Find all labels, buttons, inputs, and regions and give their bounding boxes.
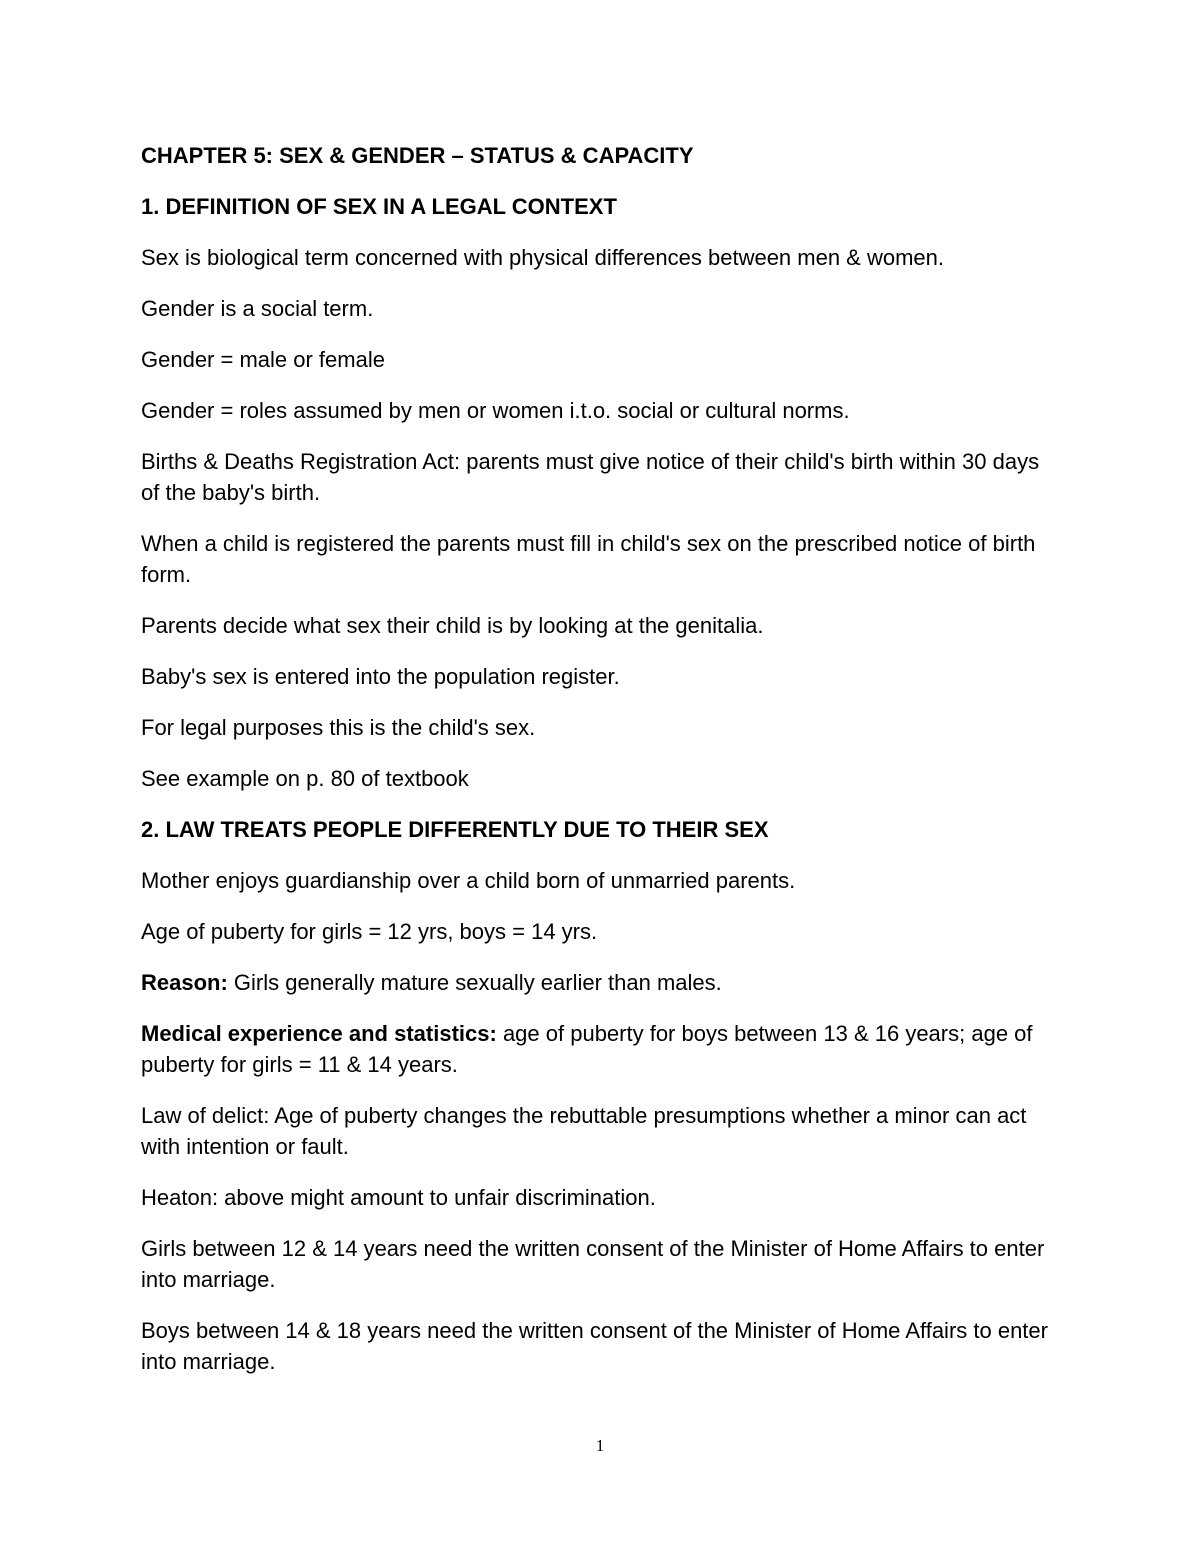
medical-label: Medical experience and statistics: — [141, 1021, 497, 1046]
section-heading-2: 2. LAW TREATS PEOPLE DIFFERENTLY DUE TO THEIR SEX — [141, 817, 769, 842]
page-content — [141, 140, 1061, 1397]
reason-paragraph — [141, 967, 1061, 998]
paragraph: Boys between 14 & 18 years need the written consent of the Minister of Home Affairs to enter into marriage. — [141, 1318, 1048, 1374]
paragraph: Heaton: above might amount to unfair discrimination. — [141, 1185, 656, 1210]
paragraph: Baby's sex is entered into the population register. — [141, 664, 620, 689]
paragraph: Age of puberty for girls = 12 yrs, boys = 14 yrs. — [141, 919, 598, 944]
paragraph: Law of delict: Age of puberty changes the rebuttable presumptions whether a minor can act with intention or fault. — [141, 1103, 1027, 1159]
reason-label: Reason: — [141, 970, 228, 995]
section-heading-1: 1. DEFINITION OF SEX IN A LEGAL CONTEXT — [141, 194, 617, 219]
paragraph: When a child is registered the parents must fill in child's sex on the prescribed notice of birth form. — [141, 531, 1036, 587]
medical-text: age of puberty for boys between 13 & 16 years; age of puberty for girls = 11 & 14 years. — [141, 1021, 1033, 1077]
paragraph: Gender is a social term. — [141, 296, 374, 321]
paragraph: For legal purposes this is the child's sex. — [141, 715, 536, 740]
paragraph: Gender = roles assumed by men or women i.t.o. social or cultural norms. — [141, 398, 850, 423]
paragraph: Parents decide what sex their child is by looking at the genitalia. — [141, 613, 764, 638]
medical-paragraph — [141, 1018, 1061, 1080]
reason-text: Girls generally mature sexually earlier than males. — [227, 970, 722, 995]
chapter-title: CHAPTER 5: SEX & GENDER – STATUS & CAPACITY — [141, 143, 694, 168]
paragraph: Girls between 12 & 14 years need the written consent of the Minister of Home Affairs to enter into marriage. — [141, 1236, 1045, 1292]
paragraph: Mother enjoys guardianship over a child born of unmarried parents. — [141, 868, 796, 893]
paragraph: See example on p. 80 of textbook — [141, 766, 469, 791]
paragraph: Sex is biological term concerned with physical differences between men & women. — [141, 245, 944, 270]
paragraph: Gender = male or female — [141, 347, 385, 372]
page-number: 1 — [595, 1436, 605, 1455]
paragraph: Births & Deaths Registration Act: parents must give notice of their child's birth within 30 days of the baby's birth. — [141, 449, 1040, 505]
